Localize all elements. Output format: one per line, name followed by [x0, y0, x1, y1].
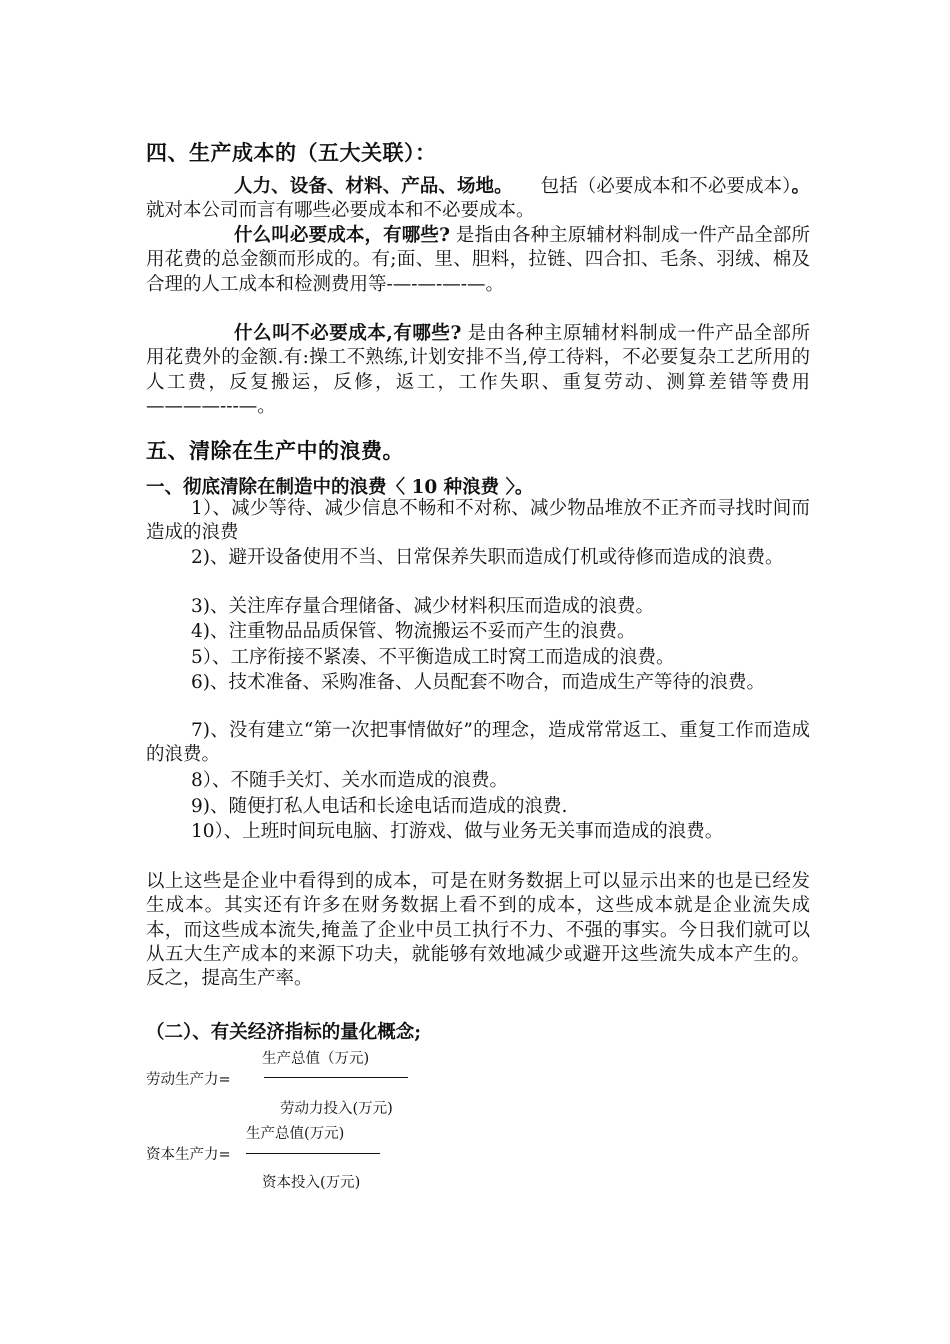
section-4-paragraph-1: [146, 175, 810, 224]
p2-text: 是指由各种主原辅材料制成一件产品全部所用花费的总金额而形成的。有;面、里、胆料，拉链、四合扣、毛条、羽绒、棉及合理的人工成本和检测费用等-—-—-—-—。: [146, 225, 810, 295]
p1-bold-lead: 人力、设备、材料、产品、场地。: [234, 176, 504, 197]
waste-item-9: 9)、随便打私人电话和长途电话而造成的浪费.: [191, 796, 568, 817]
section-5-heading: 五、清除在生产中的浪费。: [146, 438, 404, 463]
p3-bold-lead: 什么叫不必要成本,有哪些?: [234, 323, 462, 344]
waste-item-5: 5）、工序衔接不紧凑、不平衡造成工时窝工而造成的浪费。: [191, 647, 675, 668]
capital-formula-label: 资本生产力=: [146, 1147, 231, 1163]
waste-item-7: 7)、没有建立“第一次把事情做好”的理念，造成常常返工、重复工作而造成的浪费。: [146, 720, 810, 766]
p1-gap: [503, 176, 540, 197]
waste-item-3: 3)、关注库存量合理储备、减少材料积压而造成的浪费。: [191, 596, 654, 617]
waste-item-6: 6)、技术准备、采购准备、人员配套不吻合，而造成生产等待的浪费。: [191, 672, 765, 693]
section-4-paragraph-3: [146, 322, 810, 419]
capital-formula-denominator: 资本投入(万元): [262, 1175, 361, 1191]
p1-text-2: 就对本公司而言有哪些必要成本和不必要成本。: [146, 200, 535, 222]
labor-formula-numerator: 生产总值（万元): [262, 1051, 370, 1067]
waste-item-4: 4)、注重物品品质保管、物流搬运不妥而产生的浪费。: [191, 621, 636, 642]
subheading-waste: 一、彻底清除在制造中的浪费〈 10 种浪费 〉。: [146, 477, 534, 498]
waste-item-10: 10）、上班时间玩电脑、打游戏、做与业务无关事而造成的浪费。: [191, 821, 724, 842]
capital-fraction-bar: [246, 1153, 380, 1154]
p1-text: 包括（必要成本和不必要成本）: [540, 176, 792, 197]
capital-formula-numerator: 生产总值(万元): [246, 1126, 345, 1142]
subheading-economic-indicators: （二）、有关经济指标的量化概念;: [146, 1022, 422, 1043]
p2-bold-lead: 什么叫必要成本，有哪些?: [234, 225, 450, 246]
summary-paragraph: 以上这些是企业中看得到的成本，可是在财务数据上可以显示出来的也是已经发生成本。其实还有许多在财务数据上看不到的成本，这些成本就是企业流失成本，而这些成本流失,掩盖了企业中员工执行不力、不强的事实。今日我们就可以从五大生产成本的来源下功夫，就能够有效地减少或避开这些流失成本产生的。反之，提高生产率。: [146, 871, 810, 990]
waste-item-8: 8）、不随手关灯、关水而造成的浪费。: [191, 770, 509, 791]
labor-formula-denominator: 劳动力投入(万元): [280, 1101, 393, 1117]
p1-bold-period: 。: [791, 176, 810, 197]
labor-formula-label: 劳动生产力=: [146, 1072, 231, 1088]
p3-text: 是由各种主原辅材料制成一件产品全部所用花费外的金额.有:操工不熟练,计划安排不当,停工待料，不必要复杂工艺所用的人工费，反复搬运，反修，返工，工作失职、重复劳动、测算差错等费用————---—。: [146, 323, 810, 417]
labor-fraction-bar: [264, 1077, 408, 1078]
waste-item-2: 2)、避开设备使用不当、日常保养失职而造成仃机或待修而造成的浪费。: [191, 547, 784, 568]
section-4-paragraph-2: [146, 224, 810, 297]
waste-item-1: 1）、减少等待、减少信息不畅和不对称、减少物品堆放不正齐而寻找时间而造成的浪费: [146, 498, 810, 544]
section-4-heading: 四、生产成本的（五大关联）：: [146, 140, 437, 165]
